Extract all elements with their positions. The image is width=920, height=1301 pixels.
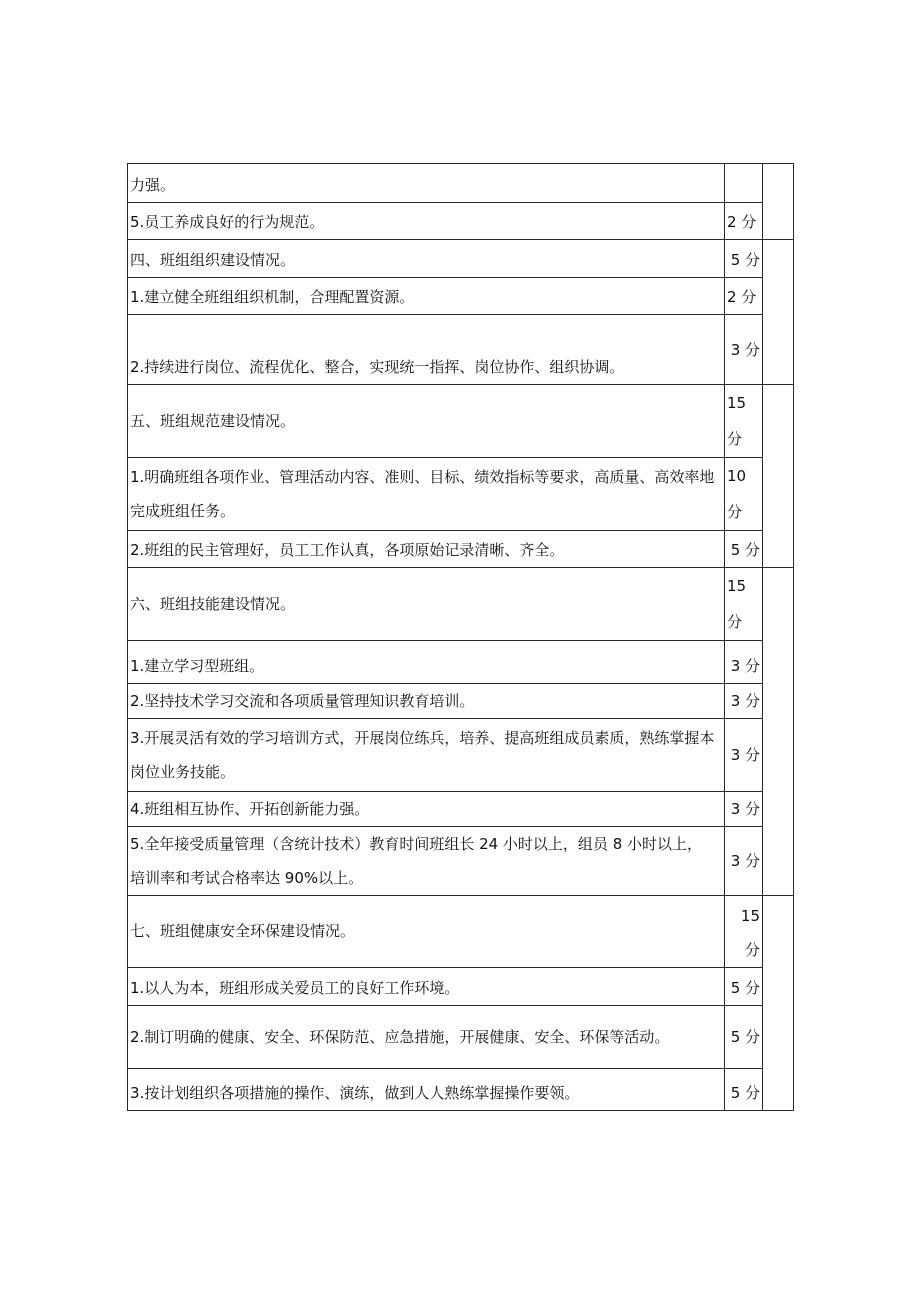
item-text: 3.按计划组织各项措施的操作、演练，做到人人熟练掌握操作要领。 (128, 1069, 725, 1111)
score-unit: 分 (727, 613, 743, 631)
score-unit: 分 (727, 430, 743, 448)
score-unit: 分 (727, 503, 743, 521)
remarks-cell (763, 896, 794, 1111)
item-text: 1.以人为本，班组形成关爱员工的良好工作环境。 (128, 968, 725, 1006)
score-cell (725, 568, 763, 641)
score-cell: 5 分 (725, 240, 763, 278)
scoring-table (127, 163, 794, 1111)
table-row (128, 1069, 794, 1111)
item-text: 2.制订明确的健康、安全、环保防范、应急措施，开展健康、安全、环保等活动。 (128, 1006, 725, 1069)
item-text: 1.明确班组各项作业、管理活动内容、准则、目标、绩效指标等要求，高质量、高效率地完成班组任务。 (128, 458, 725, 531)
remarks-cell (763, 164, 794, 240)
item-text: 2.班组的民主管理好，员工工作认真，各项原始记录清晰、齐全。 (128, 531, 725, 568)
remarks-cell (763, 385, 794, 568)
section-heading: 七、班组健康安全环保建设情况。 (128, 896, 725, 968)
item-text: 1.建立健全班组组织机制，合理配置资源。 (128, 278, 725, 315)
table-row (128, 827, 794, 896)
table-row (128, 278, 794, 315)
table-row (128, 968, 794, 1006)
item-text: 3.开展灵活有效的学习培训方式，开展岗位练兵，培养、提高班组成员素质，熟练掌握本岗位业务技能。 (128, 719, 725, 792)
table-row (128, 203, 794, 240)
score-cell: 3 分 (725, 684, 763, 719)
score-cell: 5 分 (725, 1069, 763, 1111)
item-text: 4.班组相互协作、开拓创新能力强。 (128, 792, 725, 827)
score-value: 10 (727, 467, 747, 485)
score-value: 15 (727, 577, 747, 595)
score-cell: 3 分 (725, 792, 763, 827)
score-cell (725, 164, 763, 203)
remarks-cell (763, 568, 794, 896)
score-cell: 3 分 (725, 315, 763, 385)
score-cell: 15 分 (725, 896, 763, 968)
table-row (128, 641, 794, 684)
score-cell (725, 385, 763, 458)
table-row (128, 1006, 794, 1069)
table-row (128, 568, 794, 641)
section-heading: 四、班组组织建设情况。 (128, 240, 725, 278)
item-text: 2.坚持技术学习交流和各项质量管理知识教育培训。 (128, 684, 725, 719)
section-heading: 五、班组规范建设情况。 (128, 385, 725, 458)
score-value: 15 (727, 394, 747, 412)
item-text: 力强。 (128, 164, 725, 203)
score-cell: 5 分 (725, 968, 763, 1006)
score-cell: 3 分 (725, 719, 763, 792)
item-text: 2.持续进行岗位、流程优化、整合，实现统一指挥、岗位协作、组织协调。 (128, 315, 725, 385)
table-row (128, 792, 794, 827)
section-heading: 六、班组技能建设情况。 (128, 568, 725, 641)
table-row (128, 164, 794, 203)
table-row (128, 315, 794, 385)
item-text: 1.建立学习型班组。 (128, 641, 725, 684)
score-cell: 3 分 (725, 641, 763, 684)
table-row (128, 240, 794, 278)
table-row (128, 896, 794, 968)
item-text: 5.全年接受质量管理（含统计技术）教育时间班组长 24 小时以上，组员 8 小时以上，培训率和考试合格率达 90%以上。 (128, 827, 725, 896)
score-cell: 5 分 (725, 1006, 763, 1069)
score-cell: 3 分 (725, 827, 763, 896)
table-row (128, 684, 794, 719)
score-cell: 2 分 (725, 203, 763, 240)
table-row (128, 719, 794, 792)
score-cell: 2 分 (725, 278, 763, 315)
remarks-cell (763, 240, 794, 385)
table-row (128, 458, 794, 531)
item-text: 5.员工养成良好的行为规范。 (128, 203, 725, 240)
score-cell (725, 458, 763, 531)
table-row (128, 531, 794, 568)
score-cell: 5 分 (725, 531, 763, 568)
table-row (128, 385, 794, 458)
